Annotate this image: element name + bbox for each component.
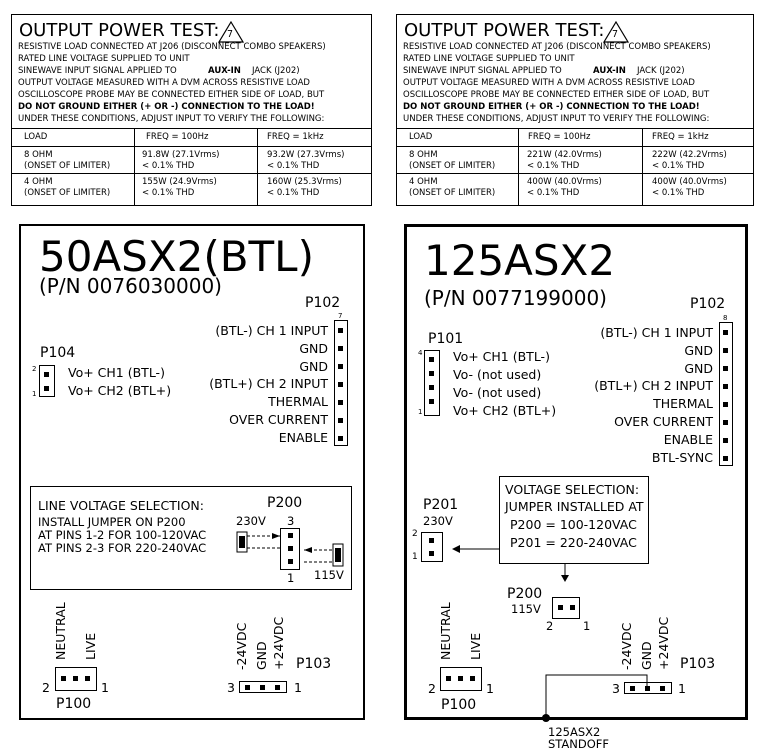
left-p100-neutral: NEUTRAL (53, 602, 68, 660)
right-row0-f100b: < 0.1% THD (527, 161, 580, 171)
right-p103-p24: +24VDC (656, 616, 671, 670)
left-p102-pin-top: 7 (338, 312, 343, 320)
left-output-power-test-table (11, 14, 372, 206)
left-p103-label: P103 (296, 656, 332, 672)
right-header-100hz: FREQ = 100Hz (528, 132, 591, 142)
left-lv-line-2: AT PINS 1-2 FOR 100-120VAC (38, 528, 207, 542)
left-lv-line-1: INSTALL JUMPER ON P200 (38, 515, 186, 529)
left-header-1khz: FREQ = 1kHz (267, 132, 324, 142)
right-row0-load: 8 OHM (409, 150, 438, 160)
right-vs-line-2: JUMPER INSTALLED AT (505, 499, 644, 514)
left-row0-f100b: < 0.1% THD (142, 161, 195, 171)
right-line-5: OUTPUT VOLTAGE MEASURED WITH A DVM ACROSS RESISTIVE LOAD (403, 78, 695, 88)
right-line-7: DO NOT GROUND EITHER (+ OR -) CONNECTION TO THE LOAD! (403, 102, 700, 112)
left-jack: JACK (J202) (252, 66, 300, 76)
left-warning-number: 7 (227, 29, 234, 40)
left-p104-label: P104 (40, 345, 76, 361)
right-line-8: UNDER THESE CONDITIONS, ADJUST INPUT TO VERIFY THE FOLLOWING: (403, 114, 710, 124)
left-board-pn: (P/N 0076030000) (39, 274, 222, 298)
left-p103-pin3: 3 (227, 680, 235, 695)
right-p101-pin-top: 4 (418, 349, 423, 357)
right-standoff-leader (540, 672, 660, 732)
left-p104-pin-bottom: 1 (32, 390, 37, 398)
left-p100-pin2: 2 (42, 680, 50, 695)
right-p103-pin3: 3 (612, 681, 620, 696)
right-row0-f1kb: < 0.1% THD (652, 161, 705, 171)
left-p103-gnd: GND (254, 641, 269, 670)
right-table-title: OUTPUT POWER TEST: (404, 20, 605, 41)
right-p101-pin-3: Vo- (not used) (453, 385, 542, 400)
right-row1-f1kb: < 0.1% THD (652, 188, 705, 198)
right-jack: JACK (J202) (637, 66, 685, 76)
left-row1-f1kb: < 0.1% THD (267, 188, 320, 198)
right-line-0: RESISTIVE LOAD CONNECTED AT J206 (DISCONNECT COMBO SPEAKERS) (403, 42, 711, 52)
left-p102-pin-1: (BTL-) CH 1 INPUT (215, 323, 328, 338)
left-line-0: RESISTIVE LOAD CONNECTED AT J206 (DISCONNECT COMBO SPEAKERS) (18, 42, 326, 52)
left-p200-115v: 115V (314, 568, 344, 582)
right-warning-number: 7 (612, 29, 619, 40)
right-board-pn: (P/N 0077199000) (424, 286, 607, 310)
right-p200-label: P200 (507, 586, 543, 602)
right-p103-gnd: GND (639, 641, 654, 670)
left-row0-load2: (ONSET OF LIMITER) (24, 161, 111, 171)
right-p102-connector (719, 322, 733, 466)
right-aux-in: AUX-IN (593, 66, 626, 76)
right-standoff-line-1: 125ASX2 (548, 725, 601, 739)
right-p101-pin-4: Vo+ CH2 (BTL+) (453, 403, 557, 418)
right-output-power-test-table (396, 14, 754, 206)
left-p102-label: P102 (305, 295, 341, 311)
left-p200-pin1: 1 (287, 571, 295, 585)
left-row0-f1k: 93.2W (27.3Vrms) (267, 150, 345, 160)
right-p200-pin1: 1 (583, 619, 591, 633)
right-vs-line-4: P201 = 220-240VAC (510, 535, 637, 550)
right-p102-pin-4: (BTL+) CH 2 INPUT (594, 378, 713, 393)
left-row0-load: 8 OHM (24, 150, 53, 160)
right-p101-pin-1: Vo+ CH1 (BTL-) (453, 349, 550, 364)
right-row0-f1k: 222W (42.2Vrms) (652, 150, 727, 160)
right-row1-f100b: < 0.1% THD (527, 188, 580, 198)
left-line-1: RATED LINE VOLTAGE SUPPLIED TO UNIT (18, 54, 190, 64)
right-line-2: SINEWAVE INPUT SIGNAL APPLIED TO (403, 66, 562, 76)
right-selection-arrows (448, 540, 578, 585)
left-line-6: OSCILLOSCOPE PROBE MAY BE CONNECTED EITHER SIDE OF LOAD, BUT (18, 90, 325, 100)
right-p100-pin1: 1 (486, 681, 494, 696)
right-p100-label: P100 (441, 697, 477, 713)
right-p102-pin-2: GND (684, 343, 713, 358)
right-p103-m24: -24VDC (619, 622, 634, 670)
left-table-title: OUTPUT POWER TEST: (19, 20, 220, 41)
left-line-5: OUTPUT VOLTAGE MEASURED WITH A DVM ACROSS RESISTIVE LOAD (18, 78, 310, 88)
left-header-100hz: FREQ = 100Hz (146, 132, 209, 142)
right-p102-pin-6: OVER CURRENT (614, 414, 713, 429)
right-p102-pin-7: ENABLE (663, 432, 713, 447)
left-lv-line-3: AT PINS 2-3 FOR 220-240VAC (38, 541, 207, 555)
right-p102-pin-3: GND (684, 361, 713, 376)
right-p101-pin-bottom: 1 (418, 408, 423, 416)
left-p100-live: LIVE (83, 632, 98, 660)
right-row0-load2: (ONSET OF LIMITER) (409, 161, 496, 171)
left-p200-230v: 230V (236, 514, 266, 528)
right-p103-label: P103 (680, 656, 716, 672)
right-line-1: RATED LINE VOLTAGE SUPPLIED TO UNIT (403, 54, 575, 64)
left-row1-load2: (ONSET OF LIMITER) (24, 188, 111, 198)
left-p200-pin3: 3 (287, 514, 295, 528)
left-row1-f100: 155W (24.9Vrms) (142, 177, 217, 187)
left-row0-f1kb: < 0.1% THD (267, 161, 320, 171)
left-line-2: SINEWAVE INPUT SIGNAL APPLIED TO (18, 66, 177, 76)
right-p100-pin2: 2 (428, 681, 436, 696)
right-p100-neutral: NEUTRAL (438, 602, 453, 660)
left-row1-load: 4 OHM (24, 177, 53, 187)
right-row1-load: 4 OHM (409, 177, 438, 187)
left-line-7: DO NOT GROUND EITHER (+ OR -) CONNECTION TO THE LOAD! (18, 102, 315, 112)
left-row0-f100: 91.8W (27.1Vrms) (142, 150, 220, 160)
left-p102-pin-3: GND (299, 359, 328, 374)
left-aux-in: AUX-IN (208, 66, 241, 76)
left-row1-f1k: 160W (25.3Vrms) (267, 177, 342, 187)
right-header-load: LOAD (409, 132, 433, 142)
right-header-1khz: FREQ = 1kHz (652, 132, 709, 142)
right-p102-pin-1: (BTL-) CH 1 INPUT (600, 325, 713, 340)
left-p102-pin-7: ENABLE (278, 430, 328, 445)
right-row1-load2: (ONSET OF LIMITER) (409, 188, 496, 198)
right-p200-connector (552, 597, 580, 619)
left-board-model: 50ASX2(BTL) (39, 232, 314, 281)
left-p104-pin-1: Vo+ CH1 (BTL-) (68, 365, 165, 380)
left-p103-pin1: 1 (294, 680, 302, 695)
left-row1-f100b: < 0.1% THD (142, 188, 195, 198)
right-p101-label: P101 (428, 331, 464, 347)
left-p102-pin-5: THERMAL (268, 394, 328, 409)
left-p103-p24: +24VDC (271, 616, 286, 670)
left-p102-pin-2: GND (299, 341, 328, 356)
left-p100-label: P100 (56, 696, 92, 712)
right-p102-pin-8: BTL-SYNC (651, 450, 713, 465)
left-p104-pin-top: 2 (32, 365, 37, 373)
left-p104-connector (39, 365, 55, 397)
right-vs-line-3: P200 = 100-120VAC (510, 517, 637, 532)
right-p201-connector (421, 532, 443, 562)
right-p201-label: P201 (423, 497, 459, 513)
right-line-6: OSCILLOSCOPE PROBE MAY BE CONNECTED EITHER SIDE OF LOAD, BUT (403, 90, 710, 100)
right-row0-f100: 221W (42.0Vrms) (527, 150, 602, 160)
left-p100-pin1: 1 (101, 680, 109, 695)
right-p201-pin1: 1 (412, 552, 418, 562)
left-p104-pin-2: Vo+ CH2 (BTL+) (68, 383, 172, 398)
left-p200-label: P200 (267, 495, 303, 511)
right-standoff-line-2: STANDOFF (548, 737, 610, 751)
right-vs-line-1: VOLTAGE SELECTION: (505, 482, 640, 497)
right-p200-volt: 115V (511, 602, 541, 616)
right-p200-pin2: 2 (546, 619, 554, 633)
right-p102-pin-5: THERMAL (653, 396, 713, 411)
left-header-load: LOAD (24, 132, 48, 142)
right-p101-pin-2: Vo- (not used) (453, 367, 542, 382)
left-jumper-diagram (232, 526, 352, 574)
right-row1-f1k: 400W (40.0Vrms) (652, 177, 727, 187)
left-line-8: UNDER THESE CONDITIONS, ADJUST INPUT TO VERIFY THE FOLLOWING: (18, 114, 325, 124)
right-row1-f100: 400W (40.0Vrms) (527, 177, 602, 187)
right-p201-volt: 230V (423, 514, 453, 528)
right-p103-pin1: 1 (678, 681, 686, 696)
right-p102-pin-top: 8 (723, 314, 728, 322)
left-p102-pin-6: OVER CURRENT (229, 412, 328, 427)
right-p102-label: P102 (690, 296, 726, 312)
right-board-model: 125ASX2 (424, 236, 616, 285)
left-p102-pin-4: (BTL+) CH 2 INPUT (209, 376, 328, 391)
left-p103-m24: -24VDC (234, 622, 249, 670)
right-p201-pin2: 2 (412, 529, 418, 539)
left-lv-title: LINE VOLTAGE SELECTION: (38, 498, 204, 513)
right-p100-live: LIVE (468, 632, 483, 660)
